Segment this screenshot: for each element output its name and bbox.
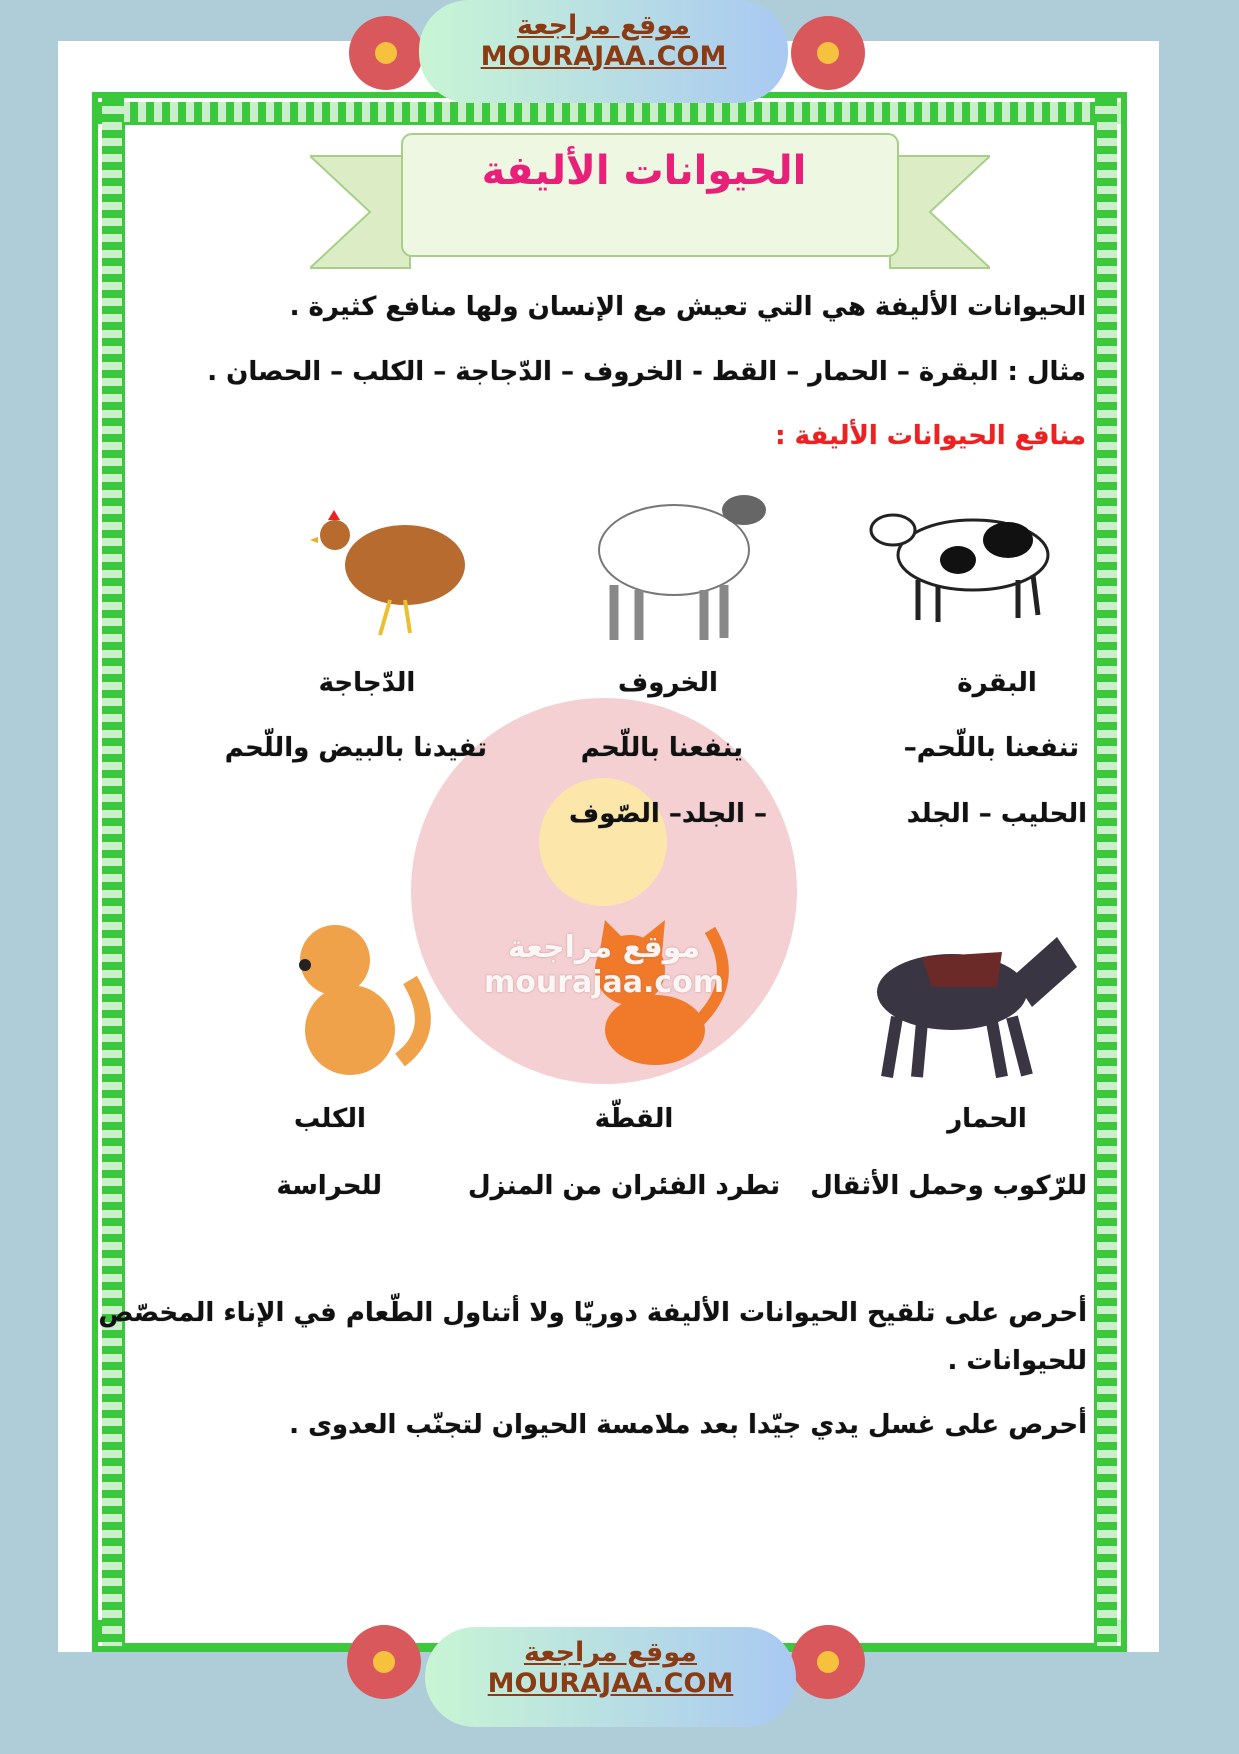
example-text: مثال : البقرة – الحمار – القط - الخروف – الدّجاجة – الكلب – الحصان . — [207, 357, 1086, 387]
logo-badge-icon — [791, 1625, 865, 1699]
note-1-cont: للحيوانات . — [947, 1346, 1087, 1376]
hen-use-1: تفيدنا بالبيض واللّحم — [224, 733, 487, 763]
animal-name-cow: البقرة — [957, 668, 1037, 698]
logo-badge-icon — [347, 1625, 421, 1699]
dog-use: للحراسة — [276, 1171, 382, 1201]
site-logo-top[interactable] — [419, 0, 788, 103]
border-right — [1095, 98, 1117, 1646]
site-name-en: MOURAJAA.COM — [487, 1668, 734, 1699]
page-title: الحيوانات الأليفة — [481, 148, 807, 194]
border-left — [102, 98, 124, 1646]
donkey-use: للرّكوب وحمل الأثقال — [810, 1171, 1087, 1201]
cow-use-2: الحليب – الجلد — [906, 799, 1087, 829]
logo-badge-icon — [349, 16, 423, 90]
animal-name-hen: الدّجاجة — [318, 668, 416, 698]
cow-use-1: تنفعنا باللّحم– — [903, 733, 1079, 763]
sheep-image — [594, 480, 774, 645]
site-logo-bottom[interactable] — [425, 1627, 796, 1727]
watermark-text — [411, 930, 797, 1000]
logo-badge-icon — [791, 16, 865, 90]
animal-name-dog: الكلب — [294, 1104, 366, 1134]
cow-image — [868, 500, 1068, 630]
border-top — [98, 102, 1121, 124]
hen-image — [310, 505, 480, 640]
animal-name-donkey: الحمار — [947, 1104, 1027, 1134]
note-1: أحرص على تلقيح الحيوانات الأليفة دوريّا ولا أتناول الطّعام في الإناء المخصّص — [98, 1298, 1087, 1328]
site-name-en: MOURAJAA.COM — [480, 41, 727, 72]
sheep-use-2: – الجلد– الصّوف — [569, 799, 767, 829]
watermark-en: mourajaa.com — [483, 965, 725, 1000]
sheep-use-1: ينفعنا باللّحم — [580, 733, 743, 763]
benefits-heading: منافع الحيوانات الأليفة : — [775, 421, 1086, 451]
site-name-ar: موقع مراجعة — [523, 1637, 697, 1668]
watermark-ar: موقع مراجعة — [507, 930, 701, 965]
donkey-image — [862, 917, 1087, 1082]
book-icon — [539, 778, 667, 906]
cat-use: تطرد الفئران من المنزل — [468, 1171, 780, 1201]
animal-name-sheep: الخروف — [618, 668, 718, 698]
intro-text: الحيوانات الأليفة هي التي تعيش مع الإنسان ولها منافع كثيرة . — [289, 292, 1086, 322]
animal-name-cat: القطّة — [594, 1104, 674, 1134]
site-name-ar: موقع مراجعة — [516, 10, 690, 41]
note-2: أحرص على غسل يدي جيّدا بعد ملامسة الحيوان لتجنّب العدوى . — [289, 1410, 1087, 1440]
